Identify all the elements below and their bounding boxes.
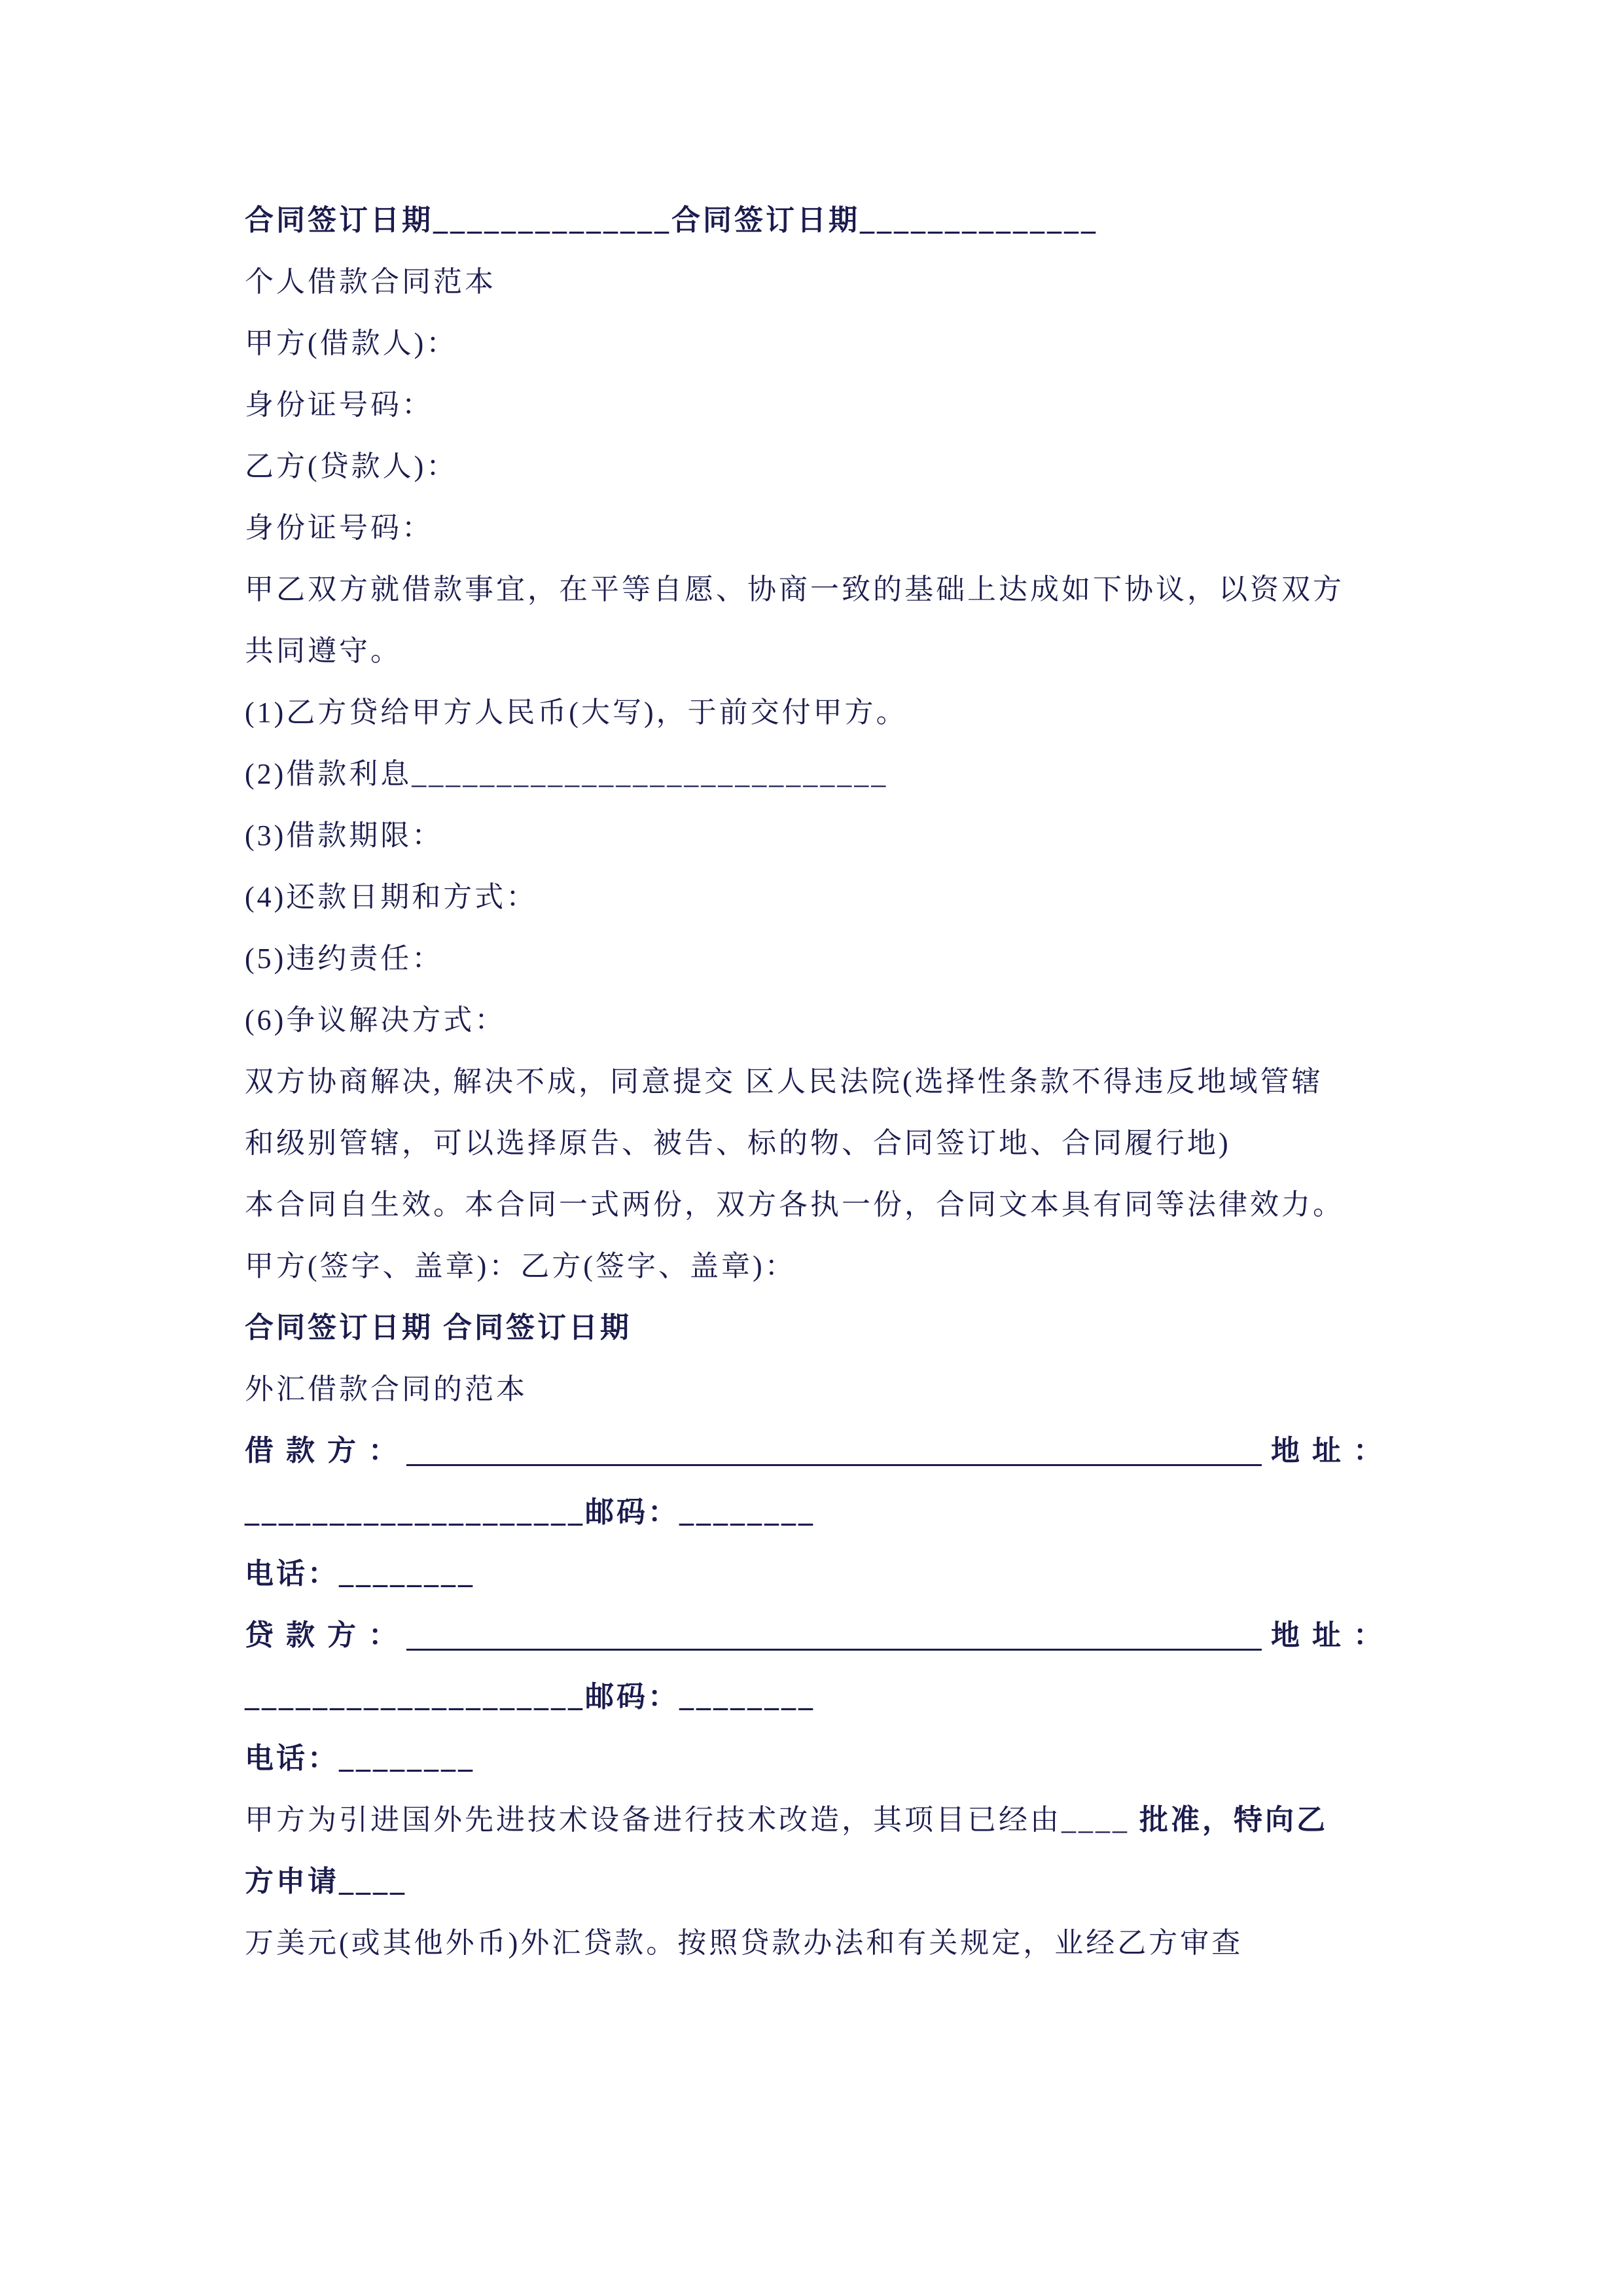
document-line <box>245 251 1385 313</box>
document-body <box>245 190 1385 1974</box>
document-line <box>245 1297 1385 1359</box>
text-segment: (6)争议解决方式： <box>245 1004 507 1036</box>
document-line <box>245 1728 1385 1789</box>
text-segment: ____________________邮码：________ <box>245 1681 815 1713</box>
text-segment: 个人借款合同范本 <box>245 266 496 298</box>
document-line <box>245 1912 1385 1974</box>
text-segment: 身份证号码： <box>245 512 433 544</box>
text-segment: 地 址 ： <box>1271 1435 1385 1467</box>
document-line <box>245 867 1385 928</box>
document-line <box>245 1543 1385 1605</box>
text-segment: (5)违约责任： <box>245 942 444 975</box>
text-segment: 地 址 ： <box>1271 1619 1385 1651</box>
text-segment: 双方协商解决, 解决不成，同意提交 区人民法院(选择性条款不得违反地域管辖 <box>245 1066 1323 1098</box>
document-line <box>245 374 1385 436</box>
document-line <box>245 682 1385 744</box>
text-segment: 本合同自生效。本合同一式两份，双方各执一份，合同文本具有同等法律效力。 <box>245 1189 1344 1221</box>
document-line <box>245 1666 1385 1728</box>
text-segment: 贷 款 方 ： <box>245 1619 400 1651</box>
document-line <box>245 1174 1385 1236</box>
text-segment: 共同遵守。 <box>245 635 402 667</box>
blank-underline <box>406 1464 1262 1466</box>
document-line <box>245 620 1385 682</box>
document-line <box>245 313 1385 374</box>
text-segment: 合同签订日期______________合同签订日期______________ <box>245 204 1098 236</box>
document-line <box>245 990 1385 1051</box>
document-line <box>245 1789 1385 1851</box>
text-segment: 和级别管辖，可以选择原告、被告、标的物、合同签订地、合同履行地) <box>245 1127 1231 1159</box>
document-line <box>245 559 1385 620</box>
text-segment: 批准，特向乙 <box>1130 1804 1328 1836</box>
text-segment: (2)借款利息____________________________ <box>245 758 889 790</box>
document-line <box>245 1236 1385 1297</box>
document-line <box>245 1359 1385 1420</box>
text-segment: (3)借款期限： <box>245 819 444 852</box>
document-line <box>245 928 1385 990</box>
text-segment: 借 款 方 ： <box>245 1435 400 1467</box>
document-line <box>245 497 1385 559</box>
document-line <box>245 744 1385 805</box>
text-segment: ____________________邮码：________ <box>245 1496 815 1528</box>
document-line <box>245 805 1385 867</box>
text-segment: 甲乙双方就借款事宜，在平等自愿、协商一致的基础上达成如下协议，以资双方 <box>245 573 1344 605</box>
document-line <box>245 1051 1385 1113</box>
document-line <box>245 1113 1385 1174</box>
text-segment: 乙方(贷款人)： <box>245 450 458 482</box>
document-line <box>245 190 1385 251</box>
document-line <box>245 1851 1385 1912</box>
text-segment: 外汇借款合同的范本 <box>245 1373 527 1405</box>
document-line <box>245 1605 1385 1666</box>
document-line <box>245 1482 1385 1543</box>
text-segment: (4)还款日期和方式： <box>245 881 538 913</box>
text-segment: 电话：________ <box>245 1558 475 1590</box>
text-segment: 甲方为引进国外先进技术设备进行技术改造，其项目已经由____ <box>245 1804 1130 1836</box>
text-segment: 身份证号码： <box>245 389 433 421</box>
text-segment: 甲方(签字、盖章)：乙方(签字、盖章)： <box>245 1250 796 1282</box>
text-segment: 万美元(或其他外币)外汇贷款。按照贷款办法和有关规定，业经乙方审查 <box>245 1927 1243 1959</box>
text-segment: 方申请____ <box>245 1865 407 1897</box>
text-segment: (1)乙方贷给甲方人民币(大写)，于前交付甲方。 <box>245 696 908 728</box>
text-segment: 甲方(借款人)： <box>245 327 458 359</box>
document-line <box>245 1420 1385 1482</box>
text-segment: 合同签订日期 合同签订日期 <box>245 1312 632 1344</box>
text-segment: 电话：________ <box>245 1742 475 1774</box>
document-line <box>245 436 1385 497</box>
blank-underline <box>406 1649 1262 1651</box>
